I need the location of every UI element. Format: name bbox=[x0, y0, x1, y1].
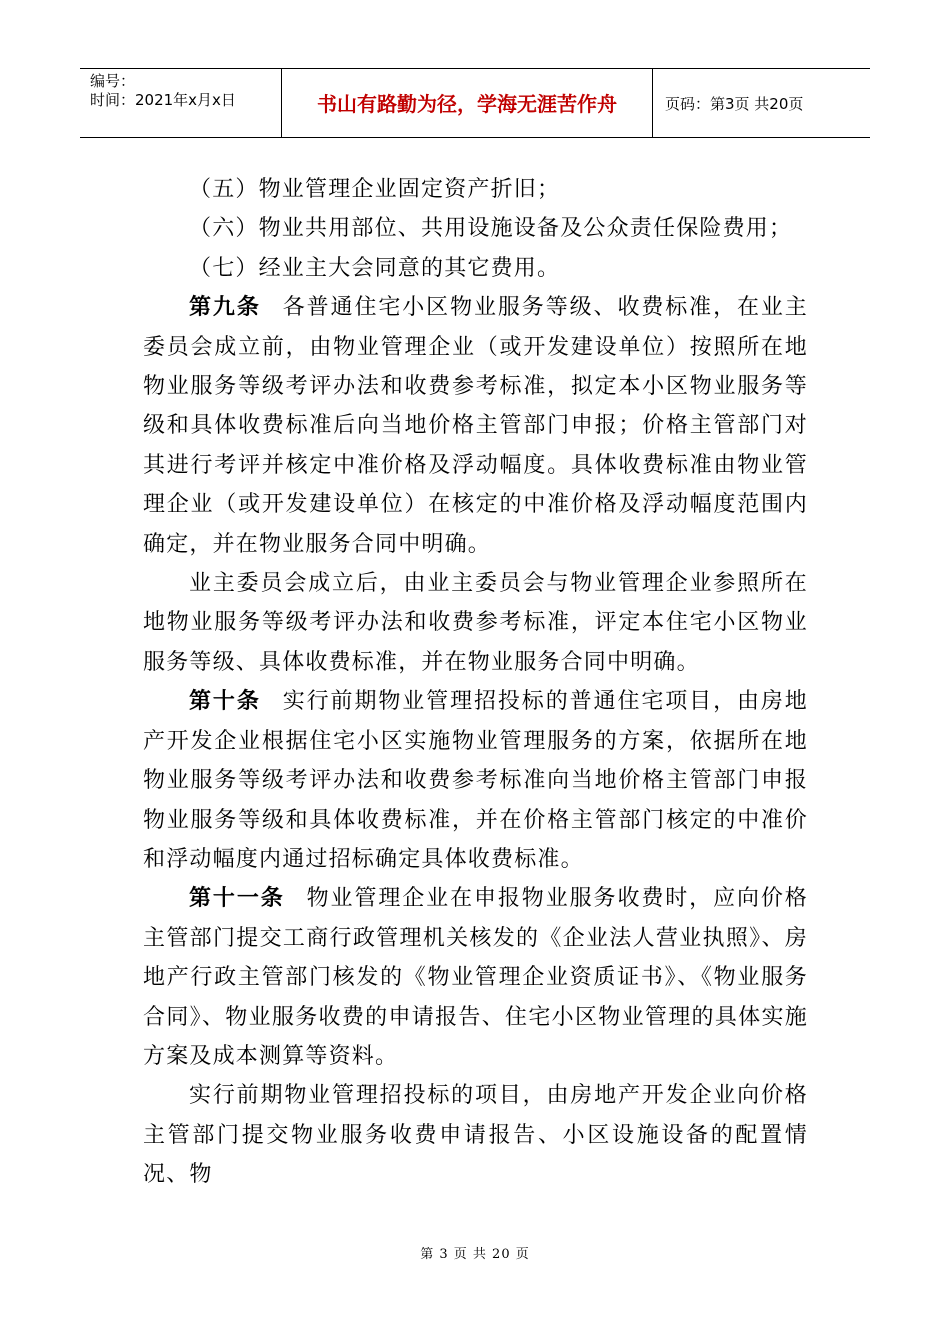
article-10-label: 第十条 bbox=[189, 688, 261, 715]
article-9-paragraph-2: 业主委员会成立后，由业主委员会与物业管理企业参照所在地物业服务等级考评办法和收费参考标准，评定本住宅小区物业服务等级、具体收费标准，并在物业服务合同中明确。 bbox=[143, 571, 808, 675]
header-motto: 书山有路勤为径，学海无涯苦作舟 bbox=[317, 92, 617, 116]
list-item-5: （五）物业管理企业固定资产折旧； bbox=[189, 177, 561, 202]
document-number-label: 编号： bbox=[90, 72, 136, 90]
article-11-text: 物业管理企业在申报物业服务收费时，应向价格主管部门提交工商行政管理机关核发的《企业法人营业执照》、房地产行政主管部门核发的《物业管理企业资质证书》、《物业服务合同》、物业服务收费的申请报告、住宅小区物业管理的具体实施方案及成本测算等资料。 bbox=[143, 886, 808, 1069]
article-11-label: 第十一条 bbox=[189, 885, 285, 912]
header-page-cell bbox=[653, 69, 870, 137]
header-meta-cell bbox=[80, 69, 282, 137]
document-body bbox=[143, 170, 808, 1195]
article-11-paragraph-2: 实行前期物业管理招投标的项目，由房地产开发企业向价格主管部门提交物业服务收费申请报告、小区设施设备的配置情况、物 bbox=[143, 1083, 808, 1188]
header-page-code: 页码：第3页 共20页 bbox=[665, 95, 804, 113]
article-9 bbox=[143, 288, 808, 564]
header-motto-cell bbox=[282, 69, 653, 137]
article-10-text: 实行前期物业管理招投标的普通住宅项目，由房地产开发企业根据住宅小区实施物业管理服务的方案，依据所在地物业服务等级考评办法和收费参考标准向当地价格主管部门申报物业服务等级和具体收费标准，并在价格主管部门核定的中准价和浮动幅度内通过招标确定具体收费标准。 bbox=[143, 689, 808, 872]
list-item-7: （七）经业主大会同意的其它费用。 bbox=[189, 255, 561, 281]
article-9-text: 各普通住宅小区物业服务等级、收费标准，在业主委员会成立前，由物业管理企业（或开发建设单位）按照所在地物业服务等级考评办法和收费参考标准，拟定本小区物业服务等级和具体收费标准后向当地价格主管部门申报；价格主管部门对其进行考评并核定中准价格及浮动幅度。具体收费标准由物业管理企业（或开发建设单位）在核定的中准价格及浮动幅度范围内确定，并在物业服务合同中明确。 bbox=[143, 295, 808, 557]
document-time-label: 时间：2021年x月x日 bbox=[90, 91, 236, 109]
article-10 bbox=[143, 682, 808, 879]
page-footer: 第 3 页 共 20 页 bbox=[420, 1247, 530, 1262]
article-9-label: 第九条 bbox=[189, 294, 261, 321]
list-item-6: （六）物业共用部位、共用设施设备及公众责任保险费用； bbox=[189, 216, 793, 242]
document-header bbox=[80, 68, 870, 138]
article-11 bbox=[143, 879, 808, 1076]
